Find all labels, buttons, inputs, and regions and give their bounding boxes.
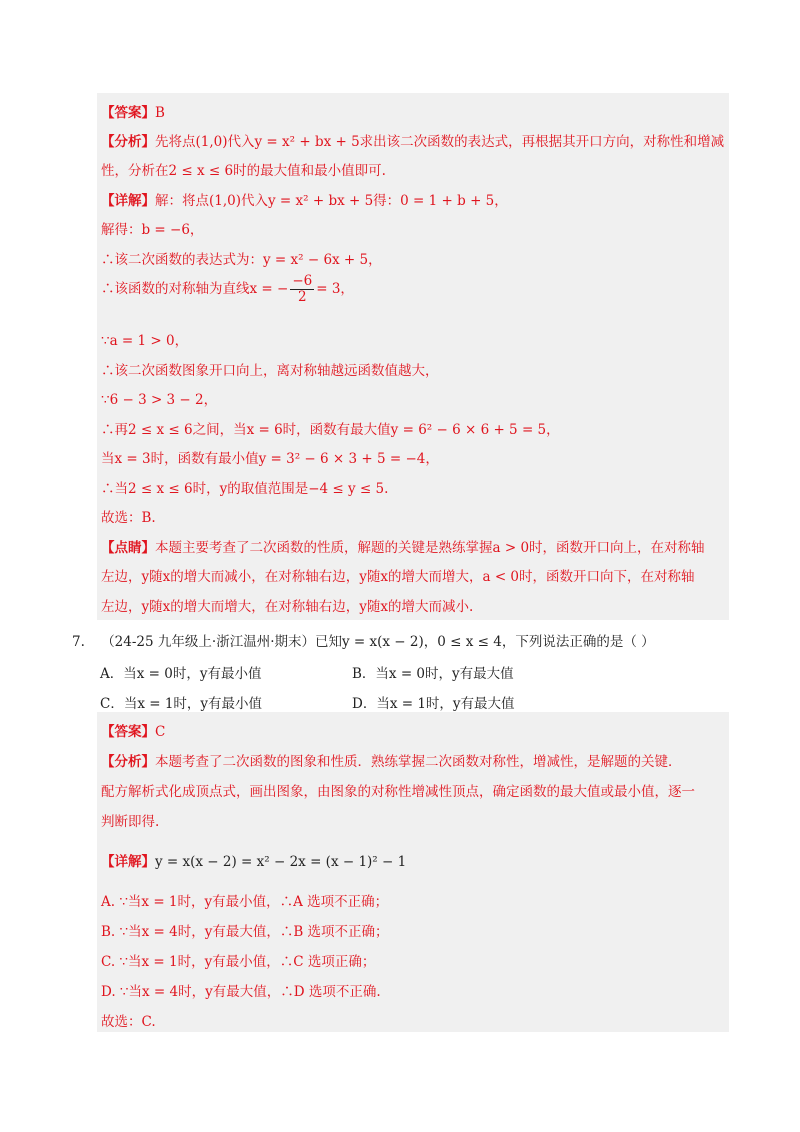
comment-text-1: 本题主要考查了二次函数的性质，解题的关键是熟练掌握a > 0时，函数开口向上，在对称轴: [155, 540, 705, 556]
detail-line-8: ∴再2 ≤ x ≤ 6之间，当x = 6时，函数有最大值y = 6² − 6 × 6 + 5 = 5，: [101, 422, 560, 438]
fraction-denominator: 2: [297, 288, 307, 305]
detail-line-2: 解得：b = −6，: [101, 222, 204, 238]
option-c: C．当x = 1时，y有最小值: [100, 696, 263, 712]
axis-text: ∴该函数的对称轴为直线x = −: [101, 280, 289, 297]
answer-line: [101, 720, 165, 740]
analysis-line-1: [101, 130, 724, 150]
option-a: A．当x = 0时，y有最小值: [100, 666, 262, 682]
answer-value: B: [155, 105, 165, 121]
detail-item-b: B. ∵当x = 4时，y有最大值，∴B 选项不正确；: [101, 924, 389, 940]
answer-line: [101, 101, 165, 121]
detail-line-6: ∴该二次函数图象开口向上，离对称轴越远函数值越大，: [101, 363, 439, 379]
detail-item-d: D. ∵当x = 4时，y有最大值，∴D 选项不正确.: [101, 984, 381, 1000]
detail-line-10: ∴当2 ≤ x ≤ 6时，y的取值范围是−4 ≤ y ≤ 5.: [101, 481, 389, 497]
question-text: （24-25 九年级上·浙江温州·期末）已知y = x(x − 2)，0 ≤ x ≤ 4，下列说法正确的是（ ）: [101, 634, 655, 650]
detail-line-7: ∵6 − 3 > 3 − 2，: [101, 392, 218, 408]
detail-line-9: 当x = 3时，函数有最小值y = 3² − 6 × 3 + 5 = −4，: [101, 451, 439, 467]
fraction: [290, 274, 314, 305]
detail-tag: 【详解】: [101, 193, 155, 209]
analysis-tag: 【分析】: [101, 754, 155, 770]
analysis-text-1: 本题考查了二次函数的图象和性质．熟练掌握二次函数对称性，增减性，是解题的关键．: [155, 754, 682, 770]
analysis-line-2: 性，分析在2 ≤ x ≤ 6时的最大值和最小值即可.: [101, 163, 386, 179]
detail-item-c: C. ∵当x = 1时，y有最小值，∴C 选项正确；: [101, 954, 376, 970]
comment-tag: 【点睛】: [101, 540, 155, 556]
fraction-numerator: −6: [292, 273, 313, 289]
question-number: 7.: [72, 634, 85, 650]
detail-line-4: [101, 274, 354, 305]
detail-line-1: [101, 850, 406, 870]
question-7-stem: [72, 630, 655, 650]
analysis-line-3: 判断即得.: [101, 814, 160, 830]
answer-tag: 【答案】: [101, 105, 155, 121]
comment-line-2: 左边，y随x的增大而减小，在对称轴右边，y随x的增大而增大，a < 0时，函数开口向下，在对称轴: [101, 569, 695, 585]
axis-result: = 3，: [316, 280, 354, 297]
analysis-text-1: 先将点(1,0)代入y = x² + bx + 5求出该二次函数的表达式，再根据其开口方向，对称性和增减: [155, 134, 725, 150]
detail-line-1: [101, 189, 508, 209]
detail-line-5: ∵a = 1 > 0，: [101, 333, 189, 349]
detail-item-a: A. ∵当x = 1时，y有最小值，∴A 选项不正确；: [101, 894, 389, 910]
detail-formula: y = x(x − 2) = x² − 2x = (x − 1)² − 1: [155, 854, 407, 870]
option-d: D．当x = 1时，y有最大值: [352, 696, 515, 712]
detail-line-3: ∴该二次函数的表达式为：y = x² − 6x + 5，: [101, 252, 382, 268]
analysis-line-2: 配方解析式化成顶点式，画出图象，由图象的对称性增减性顶点，确定函数的最大值或最小值，逐一: [101, 784, 695, 800]
comment-line-1: [101, 536, 705, 556]
solution-block-1: [97, 93, 729, 620]
detail-conclusion: 故选：C.: [101, 1014, 156, 1030]
detail-line-11: 故选：B.: [101, 510, 156, 526]
answer-value: C: [155, 724, 166, 740]
comment-line-3: 左边，y随x的增大而增大，在对称轴右边，y随x的增大而减小.: [101, 599, 474, 615]
analysis-tag: 【分析】: [101, 134, 155, 150]
answer-tag: 【答案】: [101, 724, 155, 740]
detail-text-1: 解：将点(1,0)代入y = x² + bx + 5得：0 = 1 + b + 5，: [155, 193, 508, 209]
detail-tag: 【详解】: [101, 854, 155, 870]
analysis-line-1: [101, 750, 682, 770]
option-b: B．当x = 0时，y有最大值: [352, 666, 514, 682]
solution-block-2: [97, 712, 729, 1032]
